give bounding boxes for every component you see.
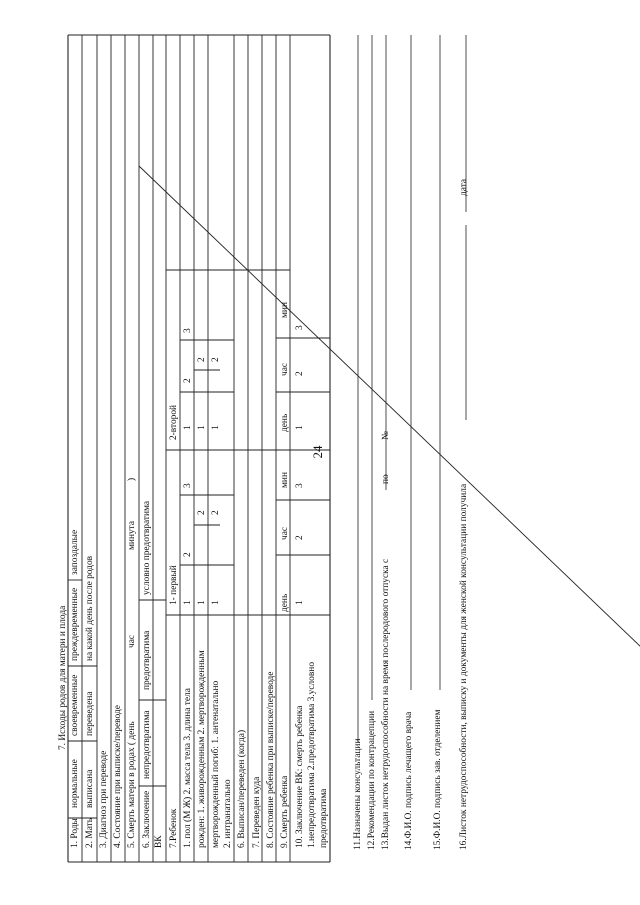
- document-page: 24 7. Исходы родов для матери и плода 1. Роды нормальные своевременные преждевременные запоздалые 2. Мать выписана переведена на какой день после родов 3. Диагноз при переводе 4. Состояние при выписке/переводе 5. Смерть матери в родах ( день час минута ) 6. Заключение ВК непредотвратима предотвратима условно предотвратима 7.Ребенок 1- первый 2-второй 1. пол (М Ж) 2. масса тела 3. длина тела рожден: 1. живорожденным 2. мертворожденным мертворожденный погиб: 1. антенатально 2. интранатально 6. Выписан/переведен (когда) 7. Переведен куда 8. Состояние ребенка при выписке/переводе 9. Смерть ребенка 10. Заключение ВК: смерть ребенка 1.непредотвратима 2.предотвратима 3.условно предотвратима 1 2 3 1 2 1 2 1 2 3 1 2 1 2 день час мин 1 2 3 день час мин 1 2 3 11.Назначены консультации 12.Рекомендации по контрацепции 13.Выдан листок нетрудоспособности на время послеродового отпуска с по № 14.Ф.И.О. подпись лечащего врача 15.Ф.И.О. подпись зав. отделением 16.Листок нетрудоспособности, выписку и документы для женской консультации получила дата: [0, 0, 640, 905]
